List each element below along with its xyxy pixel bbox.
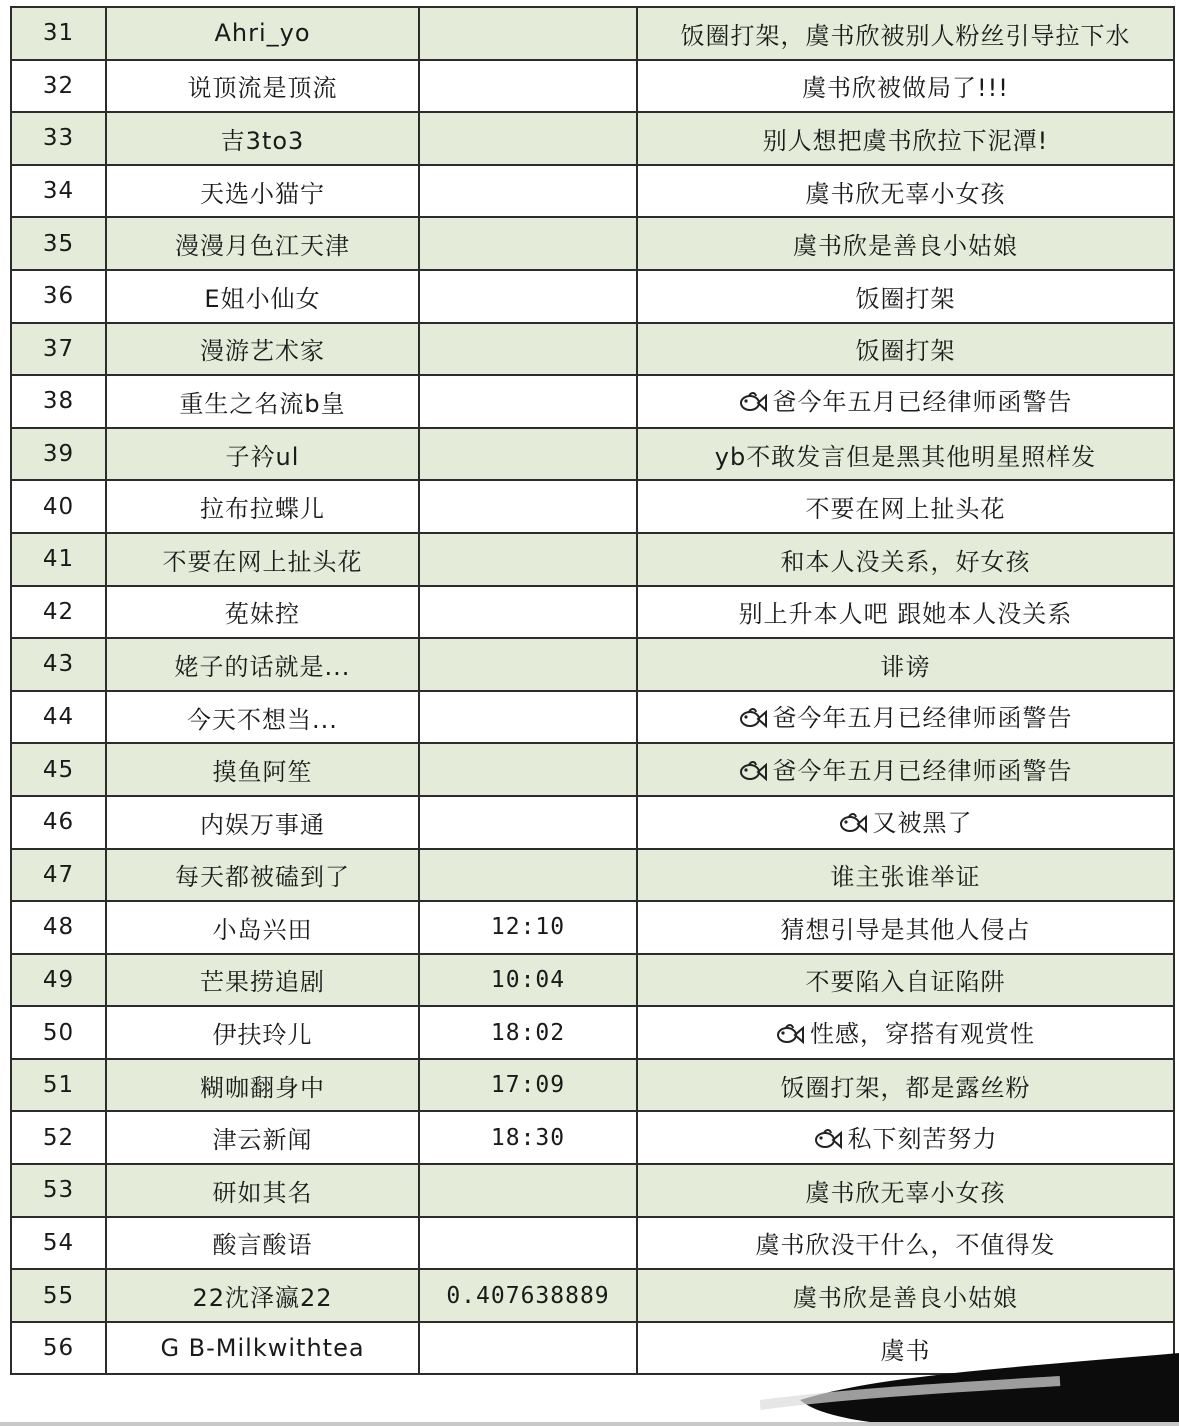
account-name-cell: [106, 586, 419, 639]
time-cell: [419, 533, 637, 586]
time-cell: [419, 1322, 637, 1375]
account-name-text: 说顶流是顶流: [187, 74, 338, 103]
row-number-text: 52: [42, 1124, 75, 1151]
time-cell: [419, 1217, 637, 1270]
account-name-cell: [106, 796, 419, 849]
scan-bottom-edge: [0, 1422, 1179, 1426]
time-cell: [419, 112, 637, 165]
note-cell: [637, 60, 1174, 113]
note-text: 虞书欣无辜小女孩: [805, 179, 1006, 208]
table-row: [11, 638, 1174, 691]
account-name-cell: [106, 480, 419, 533]
table-row: [11, 796, 1174, 849]
note-cell: [637, 217, 1174, 270]
table-row: [11, 480, 1174, 533]
data-table: [10, 6, 1175, 1375]
note-cell: [637, 743, 1174, 796]
note-cell: [637, 638, 1174, 691]
account-name-cell: [106, 743, 419, 796]
row-number-text: 44: [42, 704, 75, 731]
note-text: 爸今年五月已经律师函警告: [772, 756, 1073, 785]
account-name-cell: [106, 1164, 419, 1217]
redaction-scribble: [760, 1345, 1179, 1426]
note-text: 谁主张谁举证: [830, 863, 981, 892]
account-name-cell: [106, 954, 419, 1007]
table-row: [11, 1059, 1174, 1112]
note-text: 别上升本人吧 跟她本人没关系: [738, 600, 1073, 629]
row-number-text: 36: [42, 283, 75, 310]
row-number-cell: [11, 743, 106, 796]
note-cell: [637, 1059, 1174, 1112]
time-cell: [419, 901, 637, 954]
account-name-text: G B-Milkwithtea: [160, 1334, 365, 1363]
note-text: 饭圈打架，都是露丝粉: [780, 1073, 1031, 1102]
row-number-text: 45: [42, 756, 75, 783]
row-number-cell: [11, 270, 106, 323]
time-text: 12:10: [490, 914, 566, 941]
note-text: yb不敢发言但是黑其他明星照样发: [714, 442, 1097, 471]
account-name-text: 伊扶玲儿: [212, 1021, 313, 1050]
table-row: [11, 1006, 1174, 1059]
fish-icon: [814, 1127, 842, 1157]
account-name-cell: [106, 638, 419, 691]
row-number-text: 48: [42, 914, 75, 941]
table-row: [11, 217, 1174, 270]
note-text: 不要陷入自证陷阱: [805, 968, 1006, 997]
account-name-text: 每天都被磕到了: [175, 863, 350, 892]
account-name-text: 漫漫月色江天津: [175, 232, 350, 261]
account-name-text: 重生之名流b皇: [179, 389, 346, 418]
row-number-text: 56: [42, 1335, 75, 1362]
row-number-text: 55: [42, 1282, 75, 1309]
row-number-text: 42: [42, 598, 75, 625]
time-cell: [419, 323, 637, 376]
account-name-text: 吉3to3: [220, 126, 305, 155]
time-cell: [419, 60, 637, 113]
time-cell: [419, 7, 637, 60]
row-number-cell: [11, 954, 106, 1007]
time-cell: [419, 375, 637, 428]
row-number-cell: [11, 480, 106, 533]
note-cell: [637, 375, 1174, 428]
table-row: [11, 112, 1174, 165]
account-name-text: Ahri_yo: [214, 19, 311, 48]
table-row: [11, 60, 1174, 113]
row-number-text: 35: [42, 230, 75, 257]
time-cell: [419, 1269, 637, 1322]
account-name-text: 拉布拉蝶儿: [200, 495, 325, 524]
account-name-text: 芒果捞追剧: [200, 968, 325, 997]
time-cell: [419, 217, 637, 270]
row-number-text: 32: [42, 72, 75, 99]
row-number-cell: [11, 7, 106, 60]
row-number-cell: [11, 1322, 106, 1375]
row-number-cell: [11, 1006, 106, 1059]
row-number-cell: [11, 217, 106, 270]
account-name-cell: [106, 1322, 419, 1375]
note-cell: [637, 1164, 1174, 1217]
note-cell: [637, 1217, 1174, 1270]
account-name-cell: [106, 1217, 419, 1270]
table-row: [11, 428, 1174, 481]
note-text: 爸今年五月已经律师函警告: [772, 704, 1073, 733]
time-cell: [419, 586, 637, 639]
row-number-text: 53: [42, 1177, 75, 1204]
note-text: 饭圈打架: [855, 337, 956, 366]
row-number-cell: [11, 691, 106, 744]
account-name-text: 内娱万事通: [200, 810, 325, 839]
row-number-cell: [11, 849, 106, 902]
table-row: [11, 849, 1174, 902]
account-name-cell: [106, 1269, 419, 1322]
time-cell: [419, 638, 637, 691]
note-text: 别人想把虞书欣拉下泥潭!: [762, 126, 1049, 155]
account-name-cell: [106, 375, 419, 428]
time-cell: [419, 796, 637, 849]
account-name-cell: [106, 270, 419, 323]
note-text: 又被黑了: [872, 809, 973, 838]
note-cell: [637, 849, 1174, 902]
note-text: 性感，穿搭有观赏性: [810, 1019, 1035, 1048]
account-name-cell: [106, 1111, 419, 1164]
time-cell: [419, 849, 637, 902]
time-cell: [419, 165, 637, 218]
table-row: [11, 901, 1174, 954]
account-name-text: 摸鱼阿笙: [212, 758, 313, 787]
row-number-text: 37: [42, 335, 75, 362]
table-row: [11, 323, 1174, 376]
table-row: [11, 586, 1174, 639]
account-name-cell: [106, 533, 419, 586]
time-cell: [419, 743, 637, 796]
row-number-text: 43: [42, 651, 75, 678]
note-cell: [637, 1269, 1174, 1322]
row-number-cell: [11, 638, 106, 691]
account-name-cell: [106, 165, 419, 218]
note-text: 虞书欣没干什么，不值得发: [755, 1231, 1056, 1260]
row-number-text: 39: [42, 441, 75, 468]
note-cell: [637, 533, 1174, 586]
row-number-cell: [11, 1111, 106, 1164]
account-name-text: 研如其名: [212, 1178, 313, 1207]
account-name-cell: [106, 7, 419, 60]
table-row: [11, 1269, 1174, 1322]
time-text: 18:02: [490, 1019, 566, 1046]
time-text: 18:30: [490, 1124, 566, 1151]
time-cell: [419, 428, 637, 481]
table-row: [11, 533, 1174, 586]
table-row: [11, 375, 1174, 428]
note-cell: [637, 954, 1174, 1007]
fish-icon: [839, 811, 867, 841]
row-number-text: 38: [42, 388, 75, 415]
table-body: [11, 7, 1174, 1374]
table-row: [11, 954, 1174, 1007]
note-cell: [637, 323, 1174, 376]
row-number-text: 54: [42, 1229, 75, 1256]
row-number-text: 46: [42, 809, 75, 836]
row-number-cell: [11, 586, 106, 639]
note-text: 虞书欣是善良小姑娘: [793, 1284, 1018, 1313]
account-name-cell: [106, 112, 419, 165]
account-name-text: 酸言酸语: [212, 1231, 313, 1260]
time-cell: [419, 1111, 637, 1164]
time-cell: [419, 1059, 637, 1112]
note-cell: [637, 112, 1174, 165]
account-name-cell: [106, 60, 419, 113]
account-name-text: 姥子的话就是...: [174, 652, 351, 681]
data-table-sheet: [10, 6, 1173, 1375]
table-row: [11, 270, 1174, 323]
note-text: 虞书欣是善良小姑娘: [793, 232, 1018, 261]
note-text: 饭圈打架，虞书欣被别人粉丝引导拉下水: [680, 21, 1131, 50]
note-cell: [637, 270, 1174, 323]
row-number-cell: [11, 533, 106, 586]
row-number-cell: [11, 323, 106, 376]
note-cell: [637, 901, 1174, 954]
row-number-cell: [11, 1164, 106, 1217]
account-name-cell: [106, 217, 419, 270]
time-text: 10:04: [490, 966, 566, 993]
account-name-cell: [106, 691, 419, 744]
note-cell: [637, 691, 1174, 744]
row-number-cell: [11, 165, 106, 218]
time-cell: [419, 270, 637, 323]
note-text: 虞书欣无辜小女孩: [805, 1178, 1006, 1207]
account-name-text: 今天不想当...: [187, 705, 338, 734]
fish-icon: [739, 706, 767, 736]
note-cell: [637, 7, 1174, 60]
note-text: 和本人没关系，好女孩: [780, 547, 1031, 576]
note-cell: [637, 480, 1174, 533]
table-row: [11, 743, 1174, 796]
time-text: 17:09: [490, 1072, 566, 1099]
note-cell: [637, 1111, 1174, 1164]
note-cell: [637, 586, 1174, 639]
time-cell: [419, 954, 637, 1007]
note-text: 虞书: [880, 1336, 931, 1365]
time-cell: [419, 1164, 637, 1217]
account-name-text: 莬妹控: [225, 600, 300, 629]
row-number-text: 40: [42, 493, 75, 520]
row-number-cell: [11, 375, 106, 428]
table-row: [11, 165, 1174, 218]
row-number-text: 41: [42, 546, 75, 573]
account-name-cell: [106, 901, 419, 954]
row-number-text: 31: [42, 20, 75, 47]
row-number-text: 47: [42, 861, 75, 888]
row-number-cell: [11, 60, 106, 113]
note-text: 私下刻苦努力: [847, 1124, 998, 1153]
time-cell: [419, 1006, 637, 1059]
account-name-cell: [106, 428, 419, 481]
account-name-text: 天选小猫宁: [200, 179, 325, 208]
row-number-text: 51: [42, 1072, 75, 1099]
account-name-text: E姐小仙女: [204, 284, 321, 313]
row-number-text: 49: [42, 966, 75, 993]
account-name-cell: [106, 849, 419, 902]
note-text: 诽谤: [880, 652, 931, 681]
account-name-text: 22沈泽瀛22: [192, 1284, 333, 1313]
table-row: [11, 1164, 1174, 1217]
account-name-cell: [106, 1059, 419, 1112]
row-number-cell: [11, 428, 106, 481]
account-name-cell: [106, 1006, 419, 1059]
time-cell: [419, 691, 637, 744]
row-number-cell: [11, 1059, 106, 1112]
account-name-cell: [106, 323, 419, 376]
note-text: 爸今年五月已经律师函警告: [772, 388, 1073, 417]
row-number-cell: [11, 1217, 106, 1270]
time-text: 0.407638889: [446, 1282, 610, 1309]
account-name-text: 津云新闻: [212, 1126, 313, 1155]
table-row: [11, 1217, 1174, 1270]
row-number-cell: [11, 901, 106, 954]
row-number-cell: [11, 796, 106, 849]
table-row: [11, 691, 1174, 744]
fish-icon: [739, 390, 767, 420]
time-cell: [419, 480, 637, 533]
row-number-text: 50: [42, 1019, 75, 1046]
row-number-text: 34: [42, 178, 75, 205]
note-text: 猜想引导是其他人侵占: [780, 915, 1031, 944]
note-cell: [637, 796, 1174, 849]
table-row: [11, 1111, 1174, 1164]
note-cell: [637, 165, 1174, 218]
fish-icon: [776, 1022, 804, 1052]
note-cell: [637, 1006, 1174, 1059]
account-name-text: 子衿ul: [225, 442, 300, 471]
account-name-text: 小岛兴田: [212, 915, 313, 944]
row-number-cell: [11, 1269, 106, 1322]
note-text: 饭圈打架: [855, 284, 956, 313]
account-name-text: 糊咖翻身中: [200, 1073, 325, 1102]
note-text: 虞书欣被做局了!!!: [802, 74, 1009, 103]
table-row: [11, 7, 1174, 60]
account-name-text: 不要在网上扯头花: [162, 547, 363, 576]
account-name-text: 漫游艺术家: [200, 337, 325, 366]
row-number-text: 33: [42, 125, 75, 152]
note-text: 不要在网上扯头花: [805, 495, 1006, 524]
note-cell: [637, 428, 1174, 481]
row-number-cell: [11, 112, 106, 165]
fish-icon: [739, 759, 767, 789]
